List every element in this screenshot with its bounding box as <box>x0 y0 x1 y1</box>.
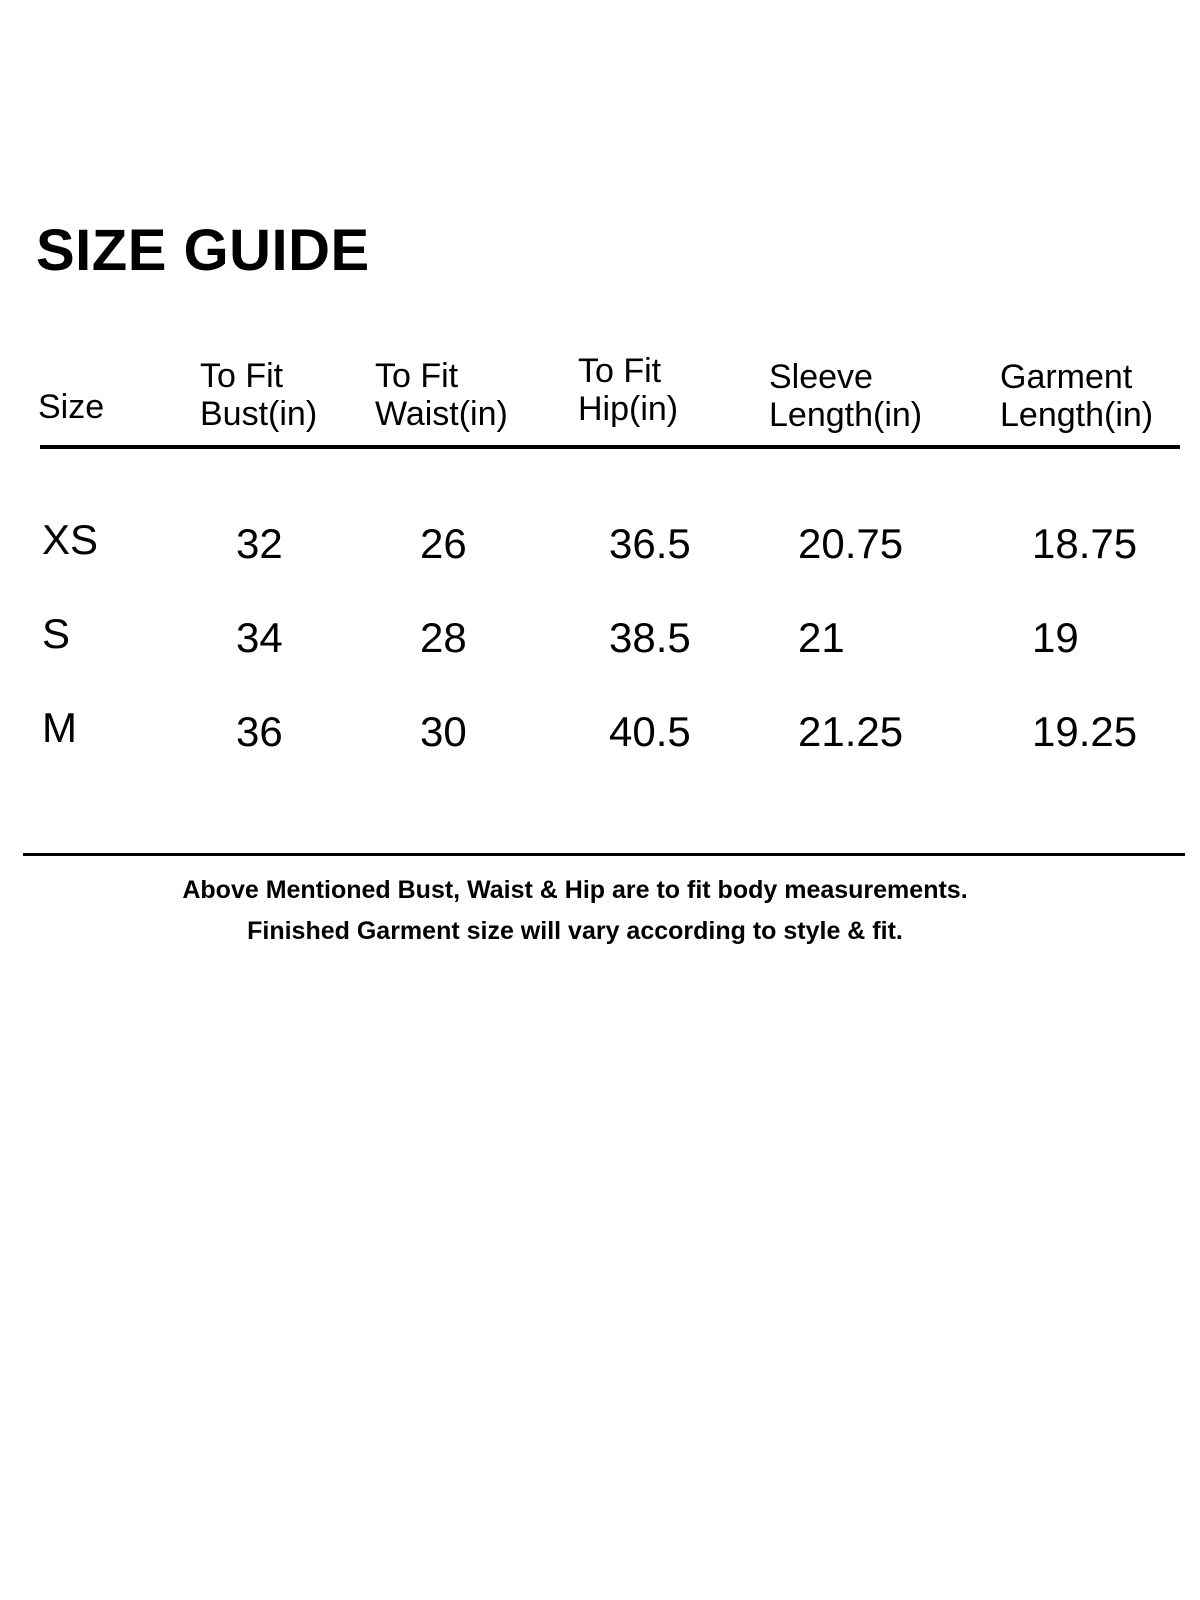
column-header-line: Garment <box>1000 358 1133 396</box>
column-header-line: To Fit <box>578 352 662 390</box>
table-cell-garment: 18.75 <box>1032 520 1138 567</box>
table-cell-waist: 30 <box>420 708 467 755</box>
table-cell-size: XS <box>42 516 99 563</box>
column-header-line: Waist(in) <box>375 395 508 433</box>
table-cell-garment: 19 <box>1032 614 1079 661</box>
column-header-hip <box>578 352 678 428</box>
column-header-bust <box>200 357 317 433</box>
column-header-line: To Fit <box>375 357 459 395</box>
table-cell-hip: 38.5 <box>609 614 691 661</box>
column-header-line: Length(in) <box>769 396 923 434</box>
column-header-garment <box>1000 358 1153 434</box>
table-cell-sleeve: 21 <box>798 614 845 661</box>
column-header-waist <box>375 357 508 433</box>
column-header-line: Bust(in) <box>200 395 318 433</box>
footer-divider <box>23 853 1185 856</box>
column-header-line: Length(in) <box>1000 396 1154 434</box>
table-cell-bust: 34 <box>236 614 283 661</box>
column-header-line: Sleeve <box>769 358 873 396</box>
table-cell-waist: 26 <box>420 520 467 567</box>
header-divider <box>40 445 1180 449</box>
table-cell-sleeve: 21.25 <box>798 708 904 755</box>
page-title: SIZE GUIDE <box>36 218 370 283</box>
table-cell-garment: 19.25 <box>1032 708 1138 755</box>
table-cell-hip: 36.5 <box>609 520 691 567</box>
footnote-line: Finished Garment size will vary according to style & fit. <box>247 917 903 945</box>
table-cell-size: S <box>42 610 71 657</box>
column-header-size <box>38 388 104 426</box>
column-header-line: Size <box>38 388 105 426</box>
table-cell-bust: 36 <box>236 708 283 755</box>
table-cell-waist: 28 <box>420 614 467 661</box>
table-cell-bust: 32 <box>236 520 283 567</box>
column-header-line: To Fit <box>200 357 284 395</box>
table-cell-sleeve: 20.75 <box>798 520 904 567</box>
table-cell-size: M <box>42 704 77 751</box>
table-cell-hip: 40.5 <box>609 708 691 755</box>
column-header-sleeve <box>769 358 922 434</box>
footnote-line: Above Mentioned Bust, Waist & Hip are to fit body measurements. <box>182 876 968 904</box>
column-header-line: Hip(in) <box>578 390 679 428</box>
